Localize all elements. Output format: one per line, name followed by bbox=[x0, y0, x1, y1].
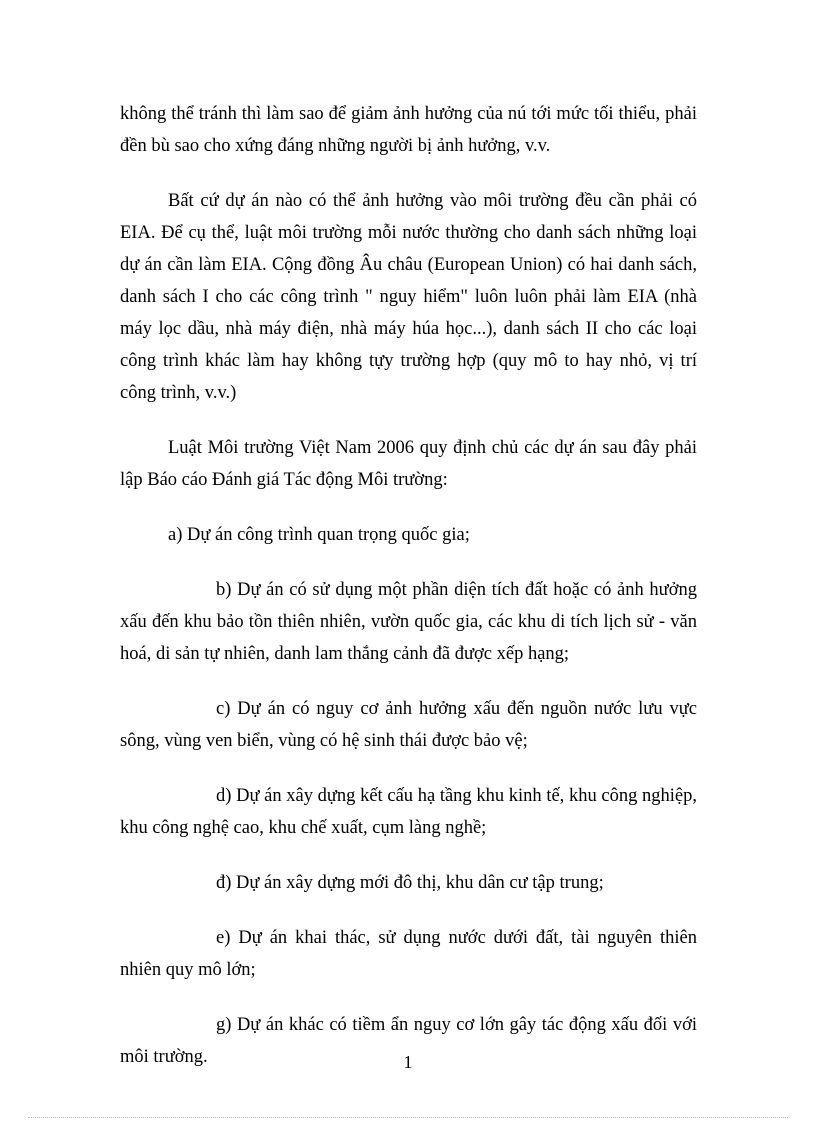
page-bottom-border bbox=[28, 1117, 788, 1118]
document-body bbox=[120, 98, 697, 1096]
list-item-dd: đ) Dự án xây dựng mới đô thị, khu dân cư tập trung; bbox=[216, 873, 604, 893]
paragraph-vietnam-law: Luật Môi trường Việt Nam 2006 quy định chủ các dự án sau đây phải lập Báo cáo Đánh giá Tác động Môi trường: bbox=[120, 438, 697, 490]
page-number: 1 bbox=[403, 1052, 413, 1072]
list-item-a: a) Dự án công trình quan trọng quốc gia; bbox=[168, 525, 470, 545]
list-item-b: b) Dự án có sử dụng một phần diện tích đất hoặc có ảnh hưởng xấu đến khu bảo tồn thiên nhiên, vườn quốc gia, các khu di tích lịch sử - văn hoá, di sản tự nhiên, danh lam thắng cảnh đã được xếp hạng; bbox=[120, 580, 697, 664]
list-item-d: d) Dự án xây dựng kết cấu hạ tầng khu kinh tế, khu công nghiệp, khu công nghệ cao, khu chế xuất, cụm làng nghề; bbox=[120, 786, 697, 838]
list-item-e: e) Dự án khai thác, sử dụng nước dưới đất, tài nguyên thiên nhiên quy mô lớn; bbox=[120, 928, 697, 980]
list-item-g: g) Dự án khác có tiềm ẩn nguy cơ lớn gây tác động xấu đối với môi trường. bbox=[120, 1015, 697, 1067]
list-item-c: c) Dự án có nguy cơ ảnh hưởng xấu đến nguồn nước lưu vực sông, vùng ven biển, vùng có hệ sinh thái được bảo vệ; bbox=[120, 699, 697, 751]
paragraph-continuation: không thể tránh thì làm sao để giảm ảnh hưởng của nú tới mức tối thiểu, phải đền bù sao cho xứng đáng những người bị ảnh hưởng, v.v. bbox=[120, 104, 697, 156]
paragraph-eia-requirement: Bất cứ dự án nào có thể ảnh hưởng vào môi trường đều cần phải có EIA. Để cụ thể, luật môi trường mỗi nước thường cho danh sách những loại dự án cần làm EIA. Cộng đồng Âu châu (European Union) có hai danh sách, danh sách I cho các công trình " nguy hiểm" luôn luôn phải làm EIA (nhà máy lọc dầu, nhà máy điện, nhà máy húa học...), danh sách II cho các loại công trình khác làm hay không tựy trường hợp (quy mô to hay nhỏ, vị trí công trình, v.v.) bbox=[120, 191, 697, 403]
